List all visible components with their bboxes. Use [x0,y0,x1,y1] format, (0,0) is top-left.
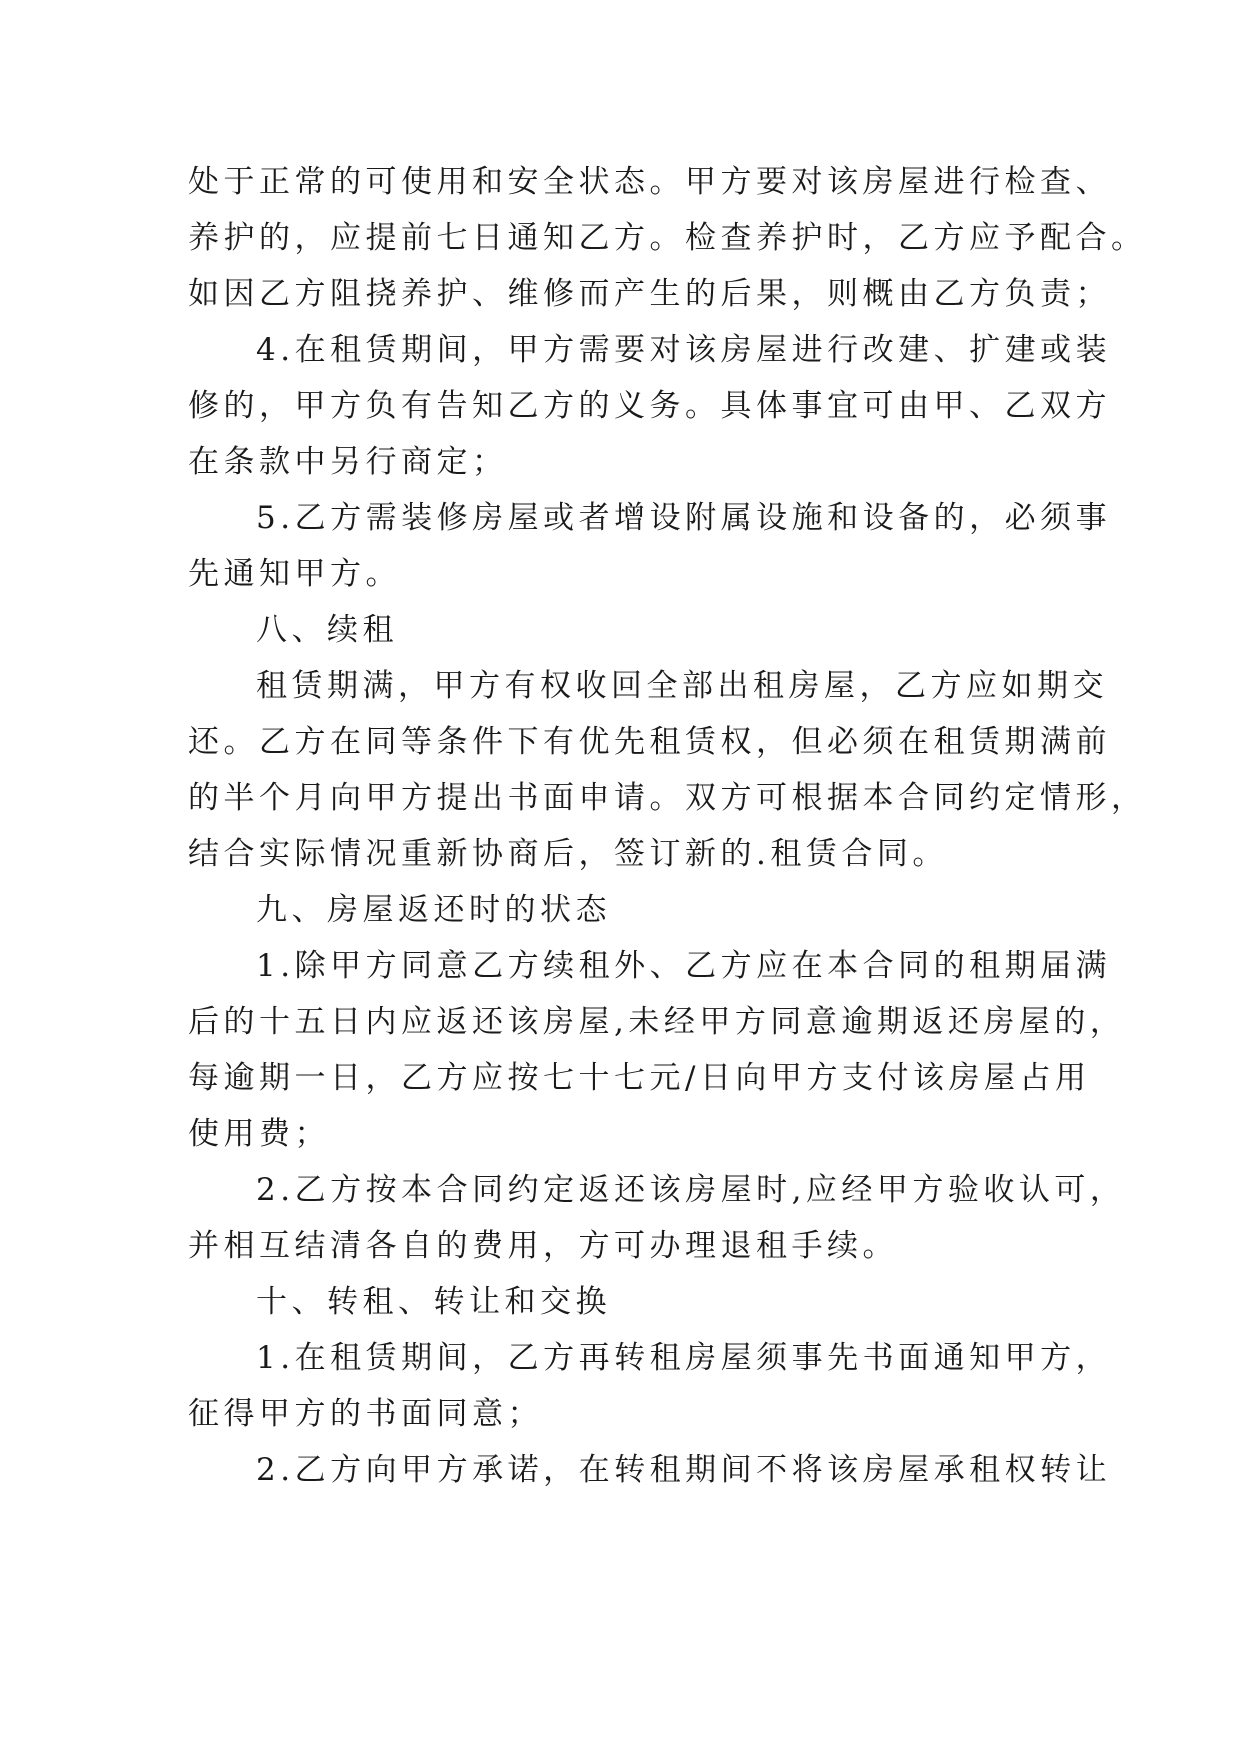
body-text-line: 后的十五日内应返还该房屋,未经甲方同意逾期返还房屋的， [188,1004,1126,1040]
body-text-line: 先通知甲方。 [188,556,401,592]
body-text-line: 如因乙方阻挠养护、维修而产生的后果，则概由乙方负责； [188,276,1111,312]
clause-2-line: 2.乙方按本合同约定返还该房屋时,应经甲方验收认可， [256,1172,1126,1208]
section-heading-sublease: 十、转租、转让和交换 [256,1284,611,1320]
body-text-line: 结合实际情况重新协商后，签订新的.租赁合同。 [188,836,948,872]
clause-2-line: 2.乙方向甲方承诺，在转租期间不将该房屋承租权转让 [256,1452,1112,1488]
body-text-line: 的半个月向甲方提出书面申请。双方可根据本合同约定情形， [188,780,1147,816]
body-text-line: 还。乙方在同等条件下有优先租赁权，但必须在租赁期满前 [188,724,1111,760]
body-text-line: 征得甲方的书面同意； [188,1396,543,1432]
body-text-line: 使用费； [188,1116,330,1152]
body-text-line: 处于正常的可使用和安全状态。甲方要对该房屋进行检查、 [188,164,1111,200]
clause-5-line: 5.乙方需装修房屋或者增设附属设施和设备的，必须事 [256,500,1112,536]
body-text-line: 每逾期一日，乙方应按七十七元/日向甲方支付该房屋占用 [188,1060,1091,1096]
clause-1-line: 1.除甲方同意乙方续租外、乙方应在本合同的租期届满 [256,948,1112,984]
section-heading-renewal: 八、续租 [256,612,398,648]
clause-1-line: 1.在租赁期间，乙方再转租房屋须事先书面通知甲方， [256,1340,1112,1376]
body-text-line: 修的，甲方负有告知乙方的义务。具体事宜可由甲、乙双方 [188,388,1111,424]
body-text-line: 养护的，应提前七日通知乙方。检查养护时，乙方应予配合。 [188,220,1147,256]
section-heading-return-state: 九、房屋返还时的状态 [256,892,611,928]
body-text-line: 租赁期满，甲方有权收回全部出租房屋，乙方应如期交 [256,668,1108,704]
body-text-line: 在条款中另行商定； [188,444,508,480]
clause-4-line: 4.在租赁期间，甲方需要对该房屋进行改建、扩建或装 [256,332,1112,368]
body-text-line: 并相互结清各自的费用，方可办理退租手续。 [188,1228,898,1264]
